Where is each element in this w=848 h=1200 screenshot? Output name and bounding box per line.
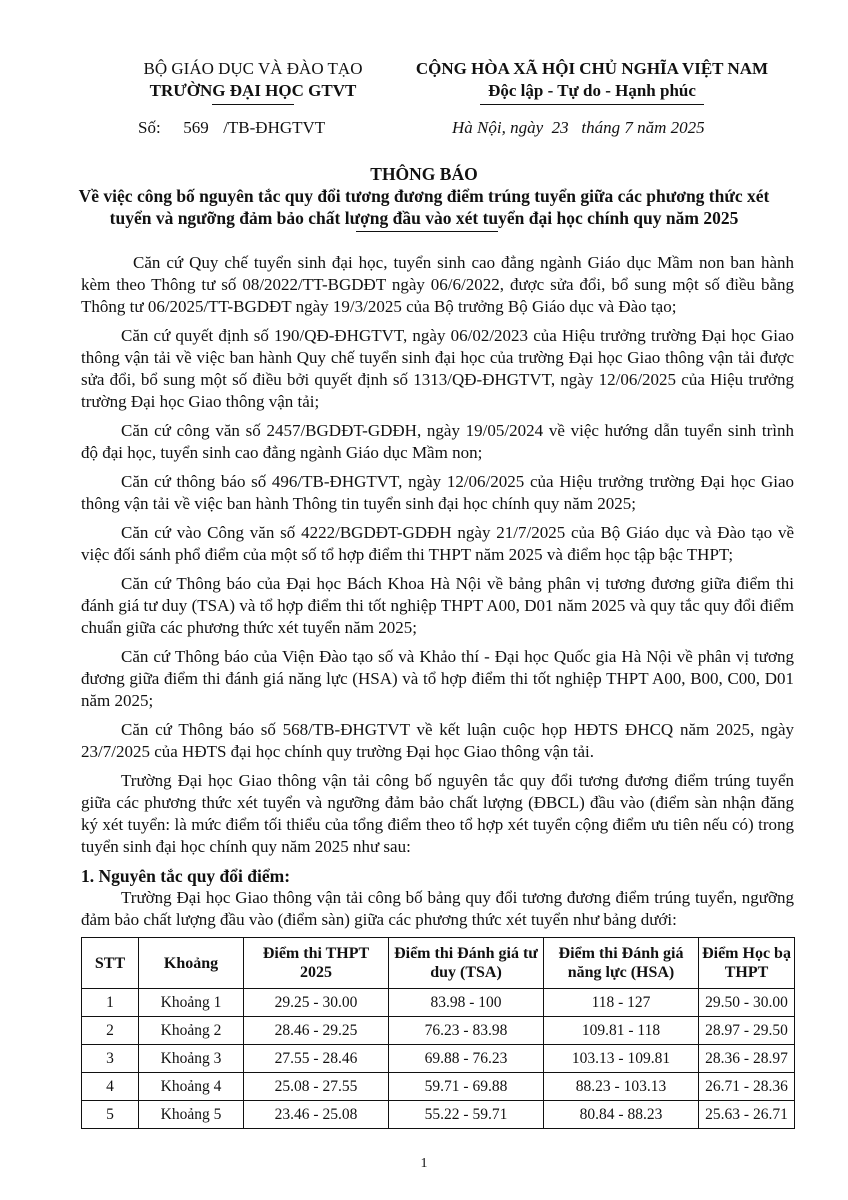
- ref-prefix: Số:: [138, 118, 161, 137]
- cell: 2: [82, 1017, 139, 1045]
- cell: 76.23 - 83.98: [389, 1017, 544, 1045]
- paragraph: Căn cứ Thông báo số 568/TB-ĐHGTVT về kết luận cuộc họp HĐTS ĐHCQ năm 2025, ngày 23/7/2025 của HĐTS đại học chính quy trường Đại học Giao thông vận tải.: [81, 720, 794, 761]
- ref-suffix: /TB-ĐHGTVT: [223, 118, 326, 137]
- cell: 28.46 - 29.25: [244, 1017, 389, 1045]
- cell: 83.98 - 100: [389, 989, 544, 1017]
- notice-title: [60, 163, 788, 229]
- col-stt: STT: [82, 938, 139, 989]
- reference-number: [138, 117, 438, 139]
- col-tsa: Điểm thi Đánh giá tư duy (TSA): [389, 938, 544, 989]
- cell: Khoảng 2: [139, 1017, 244, 1045]
- issuer-block: [118, 58, 388, 102]
- cell: 28.36 - 28.97: [699, 1045, 795, 1073]
- cell: 88.23 - 103.13: [544, 1073, 699, 1101]
- paragraph: Căn cứ thông báo số 496/TB-ĐHGTVT, ngày 12/06/2025 của Hiệu trưởng trường Đại học Giao thông vận tải về việc ban hành Thông tin tuyển sinh đại học chính quy năm 2025;: [81, 472, 794, 513]
- cell: 103.13 - 109.81: [544, 1045, 699, 1073]
- cell: 23.46 - 25.08: [244, 1101, 389, 1129]
- table-header-row: [82, 938, 795, 989]
- cell: 59.71 - 69.88: [389, 1073, 544, 1101]
- table-row: [82, 1045, 795, 1073]
- cell: 28.97 - 29.50: [699, 1017, 795, 1045]
- issuer-underline: [212, 104, 294, 105]
- cell: 69.88 - 76.23: [389, 1045, 544, 1073]
- paragraph: Trường Đại học Giao thông vận tải công bố nguyên tắc quy đổi tương đương điểm trúng tuyển giữa các phương thức xét tuyển và ngưỡng đảm bảo chất lượng (ĐBCL) đầu vào (điểm sàn nhận đăng ký xét tuyển: là mức điểm tối thiểu của tổng điểm theo tổ hợp xét tuyển cộng điểm ưu tiên nếu có) trong tuyển sinh đại học chính quy năm 2025 như sau:: [81, 771, 794, 856]
- national-motto: Độc lập - Tự do - Hạnh phúc: [488, 81, 696, 100]
- col-hsa: Điểm thi Đánh giá năng lực (HSA): [544, 938, 699, 989]
- notice-heading: THÔNG BÁO: [370, 164, 478, 184]
- paragraph: Căn cứ Thông báo của Viện Đào tạo số và Khảo thí - Đại học Quốc gia Hà Nội về phân vị tương đương giữa điểm thi đánh giá năng lực (HSA) và tổ hợp điểm thi tốt nghiệp THPT A00, B00, C00, D01 năm 2025;: [81, 647, 794, 710]
- national-block: [392, 58, 792, 102]
- cell: 26.71 - 28.36: [699, 1073, 795, 1101]
- section-heading: 1. Nguyên tắc quy đổi điểm:: [81, 866, 291, 886]
- table-row: [82, 1073, 795, 1101]
- ref-number: 569: [183, 118, 209, 137]
- cell: 25.63 - 26.71: [699, 1101, 795, 1129]
- issue-date: Hà Nội, ngày 23 tháng 7 năm 2025: [452, 118, 705, 137]
- cell: 25.08 - 27.55: [244, 1073, 389, 1101]
- conversion-table: [81, 937, 795, 1129]
- cell: 29.25 - 30.00: [244, 989, 389, 1017]
- cell: 5: [82, 1101, 139, 1129]
- notice-body: [81, 252, 794, 938]
- cell: 4: [82, 1073, 139, 1101]
- school-name: TRƯỜNG ĐẠI HỌC GTVT: [149, 81, 357, 100]
- paragraph: Căn cứ quyết định số 190/QĐ-ĐHGTVT, ngày 06/02/2023 của Hiệu trưởng trường Đại học Giao thông vận tải về việc ban hành Quy chế tuyển sinh đại học của trường Đại học Giao thông vận tải được sửa đổi, bổ sung một số điều bởi quyết định số 1313/QĐ-ĐHGTVT, ngày 12/06/2025 của Hiệu trưởng trường Đại học Giao thông vận tải;: [81, 326, 794, 411]
- country-name: CỘNG HÒA XÃ HỘI CHỦ NGHĨA VIỆT NAM: [415, 59, 769, 78]
- paragraph: Căn cứ vào Công văn số 4222/BGDĐT-GDĐH ngày 21/7/2025 của Bộ Giáo dục và Đào tạo về việc đối sánh phổ điểm của một số tổ hợp điểm thi THPT năm 2025 và điểm học tập bậc THPT;: [81, 523, 794, 564]
- cell: 109.81 - 118: [544, 1017, 699, 1045]
- col-range: Khoảng: [139, 938, 244, 989]
- section-intro: Trường Đại học Giao thông vận tải công bố bảng quy đổi tương đương điểm trúng tuyển, ngưỡng đảm bảo chất lượng đầu vào (điểm sàn) giữa các phương thức xét tuyển như bảng dưới:: [81, 888, 794, 929]
- cell: Khoảng 5: [139, 1101, 244, 1129]
- col-thpt: Điểm thi THPT 2025: [244, 938, 389, 989]
- table-row: [82, 989, 795, 1017]
- cell: 3: [82, 1045, 139, 1073]
- paragraph: Căn cứ công văn số 2457/BGDĐT-GDĐH, ngày 19/05/2024 về việc hướng dẫn tuyển sinh trình độ đại học, tuyển sinh cao đẳng ngành Giáo dục Mầm non;: [81, 421, 794, 462]
- title-underline: [356, 231, 498, 232]
- paragraph: Căn cứ Thông báo của Đại học Bách Khoa Hà Nội về bảng phân vị tương đương giữa điểm thi đánh giá tư duy (TSA) và tổ hợp điểm thi tốt nghiệp THPT A00, D01 năm 2025 và quy tắc quy đổi điểm chuẩn giữa các phương thức xét tuyển năm 2025;: [81, 574, 794, 637]
- cell: 1: [82, 989, 139, 1017]
- cell: 29.50 - 30.00: [699, 989, 795, 1017]
- cell: Khoảng 1: [139, 989, 244, 1017]
- notice-subtitle: Về việc công bố nguyên tắc quy đổi tương đương điểm trúng tuyển giữa các phương thức xét tuyển và ngưỡng đảm bảo chất lượng đầu vào xét tuyển đại học chính quy năm 2025: [78, 186, 770, 228]
- paragraph: Căn cứ Quy chế tuyển sinh đại học, tuyển sinh cao đẳng ngành Giáo dục Mầm non ban hành kèm theo Thông tư số 08/2022/TT-BGDĐT ngày 06/6/2022, được sửa đổi, bổ sung một số điều bằng Thông tư 06/2025/TT-BGDĐT ngày 19/3/2025 của Bộ trưởng Bộ Giáo dục và Đào tạo;: [81, 253, 794, 316]
- ministry-name: BỘ GIÁO DỤC VÀ ĐÀO TẠO: [143, 59, 363, 78]
- cell: 118 - 127: [544, 989, 699, 1017]
- cell: 55.22 - 59.71: [389, 1101, 544, 1129]
- motto-underline: [480, 104, 704, 105]
- cell: 80.84 - 88.23: [544, 1101, 699, 1129]
- col-hocba: Điểm Học bạ THPT: [699, 938, 795, 989]
- table-row: [82, 1017, 795, 1045]
- cell: Khoảng 3: [139, 1045, 244, 1073]
- cell: 27.55 - 28.46: [244, 1045, 389, 1073]
- page-number: 1: [420, 1156, 428, 1171]
- cell: Khoảng 4: [139, 1073, 244, 1101]
- table-row: [82, 1101, 795, 1129]
